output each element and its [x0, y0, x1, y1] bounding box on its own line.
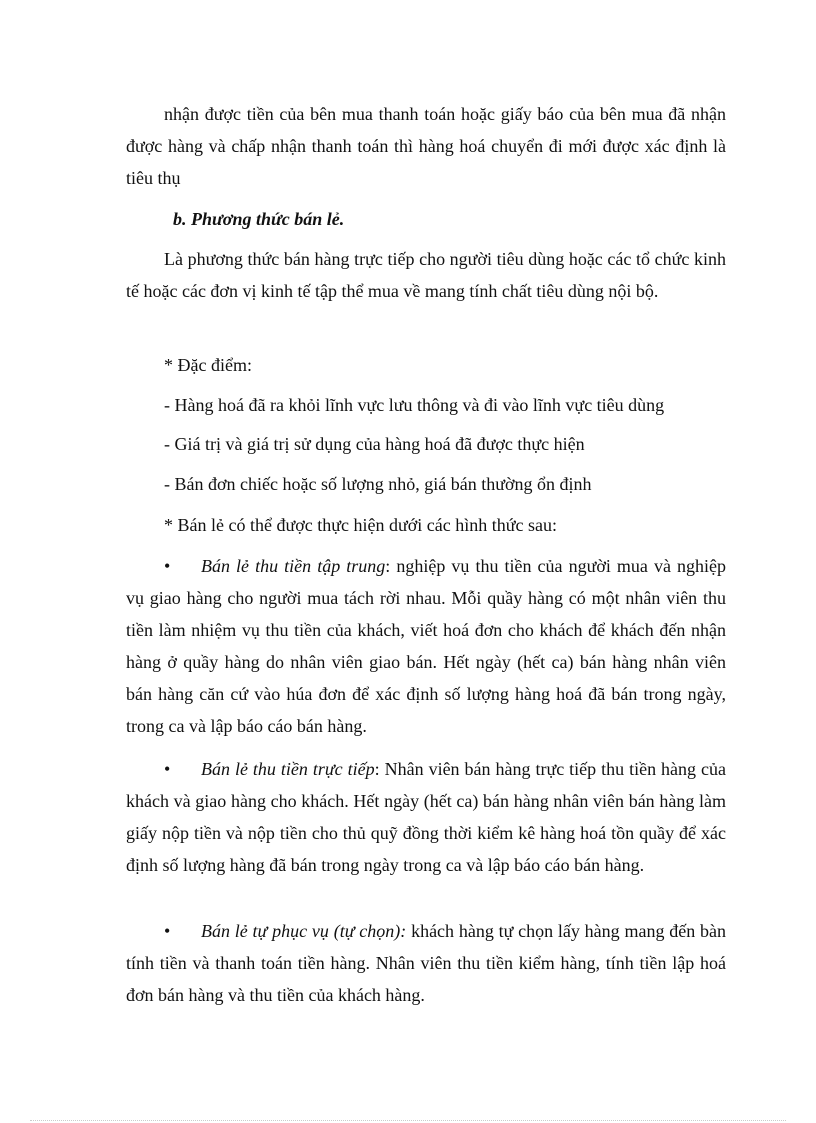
retail-form-item	[126, 550, 726, 742]
retail-form-text: khách hàng tự chọn lấy hàng mang đến bàn tính tiền và thanh toán tiền hàng. Nhân viên thu tiền kiểm hàng, tính tiền lập hoá đơn bán hàng và thu tiền của khách hàng.	[126, 921, 726, 1005]
retail-form-item	[126, 753, 726, 881]
page-bottom-rule	[30, 1120, 786, 1121]
section-heading-retail: b. Phương thức bán lẻ.	[173, 209, 345, 229]
feature-item: - Giá trị và giá trị sử dụng của hàng hoá đã được thực hiện	[164, 434, 585, 454]
feature-item: - Hàng hoá đã ra khỏi lĩnh vực lưu thông và đi vào lĩnh vực tiêu dùng	[164, 395, 665, 415]
paragraph-continuation: nhận được tiền của bên mua thanh toán hoặc giấy báo của bên mua đã nhận được hàng và chấp nhận thanh toán thì hàng hoá chuyển đi mới được xác định là tiêu thụ	[126, 104, 726, 188]
retail-form-term: Bán lẻ thu tiền tập trung	[201, 556, 386, 576]
paragraph-retail-definition: Là phương thức bán hàng trực tiếp cho người tiêu dùng hoặc các tổ chức kinh tế hoặc các đơn vị kinh tế tập thể mua về mang tính chất tiêu dùng nội bộ.	[126, 249, 726, 301]
bullet-icon: •	[164, 759, 171, 779]
bullet-icon: •	[164, 921, 171, 941]
forms-title: * Bán lẻ có thể được thực hiện dưới các hình thức sau:	[164, 515, 557, 535]
feature-item: - Bán đơn chiếc hoặc số lượng nhỏ, giá bán thường ổn định	[164, 474, 592, 494]
retail-form-term: Bán lẻ thu tiền trực tiếp	[201, 759, 375, 779]
retail-form-item	[126, 915, 726, 1011]
features-title: * Đặc điểm:	[164, 355, 252, 375]
retail-form-term: Bán lẻ tự phục vụ (tự chọn):	[201, 921, 407, 941]
bullet-icon: •	[164, 556, 171, 576]
retail-form-text: : Nhân viên bán hàng trực tiếp thu tiền hàng của khách và giao hàng cho khách. Hết ngày (hết ca) bán hàng nhân viên bán hàng làm giấy nộp tiền và nộp tiền cho thủ quỹ đồng thời kiểm kê hàng hoá tồn quầy để xác định số lượng hàng đã bán trong ngày trong ca và lập báo cáo bán hàng.	[126, 759, 726, 875]
retail-form-text: : nghiệp vụ thu tiền của người mua và nghiệp vụ giao hàng cho người mua tách rời nhau. Mỗi quầy hàng có một nhân viên thu tiền làm nhiệm vụ thu tiền của khách, viết hoá đơn cho khách để khách đến nhận hàng ở quầy hàng do nhân viên giao bán. Hết ngày (hết ca) bán hàng nhân viên bán hàng căn cứ vào húa đơn để xác định số lượng hàng hoá đã bán trong ngày, trong ca và lập báo cáo bán hàng.	[126, 556, 727, 736]
